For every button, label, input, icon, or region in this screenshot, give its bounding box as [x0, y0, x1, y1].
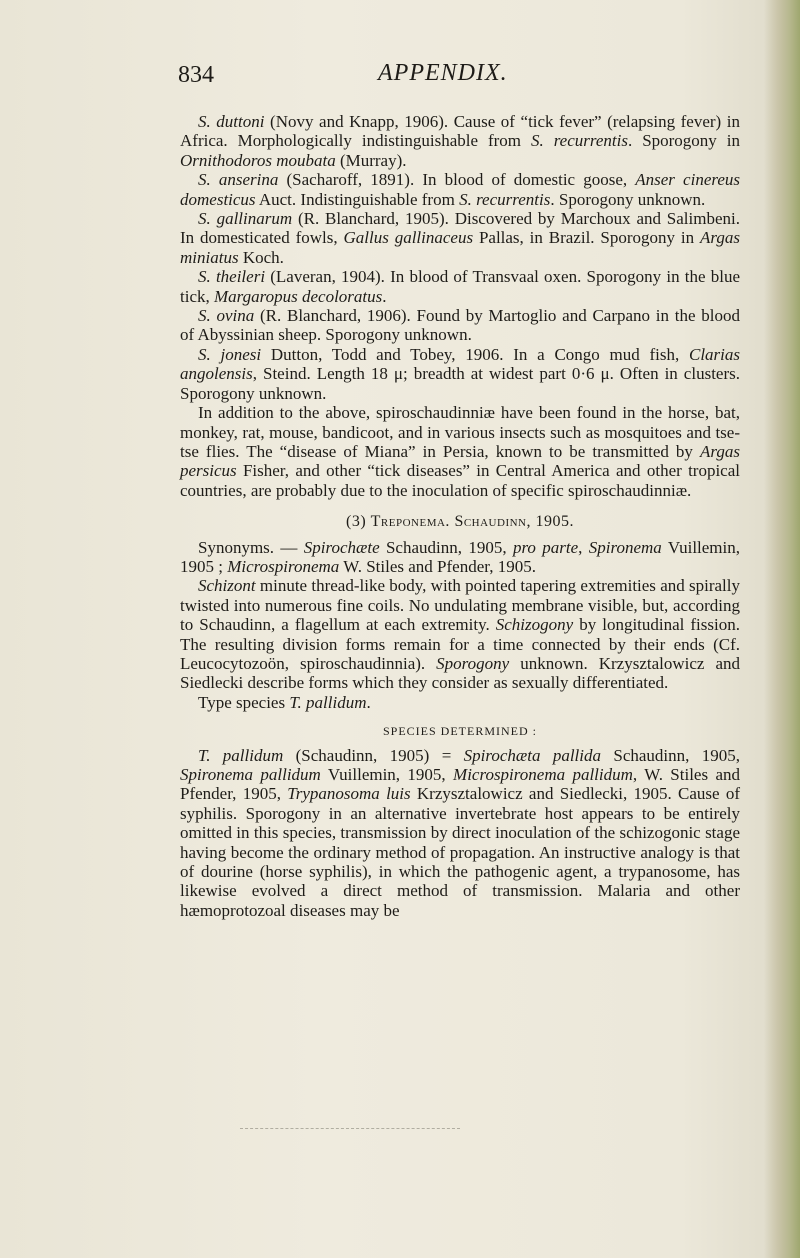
page-edge-shadow: [764, 0, 800, 1258]
species-name: S. ovina: [198, 306, 255, 326]
species-determined-heading: SPECIES DETERMINED :: [382, 724, 537, 739]
entry-anserina: S. anserina (Sacharoff, 1891). In blood of domestic goose, Anser cinereus domesticus Auct. Indistinguishable from S. recurrentis. Sporogony unknown.: [180, 170, 741, 209]
paragraph-type-species: Type species T. pallidum.: [198, 692, 371, 712]
entry-ovina: S. ovina (R. Blanchard, 1906). Found by Martoglio and Carpano in the blood of Abyssinian sheep. Sporogony unknown.: [180, 306, 740, 345]
entry-gallinarum: S. gallinarum (R. Blanchard, 1905). Discovered by Marchoux and Salimbeni. In domesticated fowls, Gallus gallinaceus Pallas, in Brazil. Sporogony in Argas miniatus Koch.: [180, 209, 740, 267]
species-name: S. anserina: [198, 170, 279, 190]
entry-theileri: S. theileri (Laveran, 1904). In blood of Transvaal oxen. Sporogony in the blue tick, Margaropus decoloratus.: [180, 267, 740, 306]
species-name: S. jonesi: [198, 344, 262, 364]
running-title: APPENDIX.: [378, 60, 508, 86]
paragraph-schizont: Schizont minute thread-like body, with pointed tapering extremities and spirally twisted into numerous fine coils. No undulating membrane visible, but, according to Schaudinn, a flagellum at each extremity. Schizogony by longitudinal fission. The resulting division forms remain for a time connected by their ends (Cf. Leucocytozoön, spiroschaudinnia). Sporogony unknown. Krzysztalowicz and Siedlecki describe forms which they consider as sexually differentiated.: [180, 576, 740, 693]
species-name: S. theileri: [198, 267, 266, 287]
genus-name: Treponema.: [370, 513, 450, 531]
entry-jonesi: S. jonesi Dutton, Todd and Tobey, 1906. In a Congo mud fish, Clarias angolensis, Steind. Length 18 μ; breadth at widest part 0·6 μ. Often in clusters. Sporogony unknown.: [180, 344, 741, 403]
species-name: T. pallidum: [198, 745, 284, 765]
bottom-rule: [240, 1128, 460, 1129]
section-heading: (3) Treponema. Schaudinn, 1905.: [346, 513, 574, 531]
species-name: S. gallinarum: [198, 209, 293, 229]
paragraph-synonyms: Synonyms. — Spirochæte Schaudinn, 1905, pro parte, Spironema Vuillemin, 1905 ; Microspironema W. Stiles and Pfender, 1905.: [180, 537, 741, 576]
entry-duttoni: S. duttoni (Novy and Knapp, 1906). Cause of “tick fever” (relapsing fever) in Africa. Morphologically indistinguishable from S. recurrentis. Sporogony in Ornithodoros moubata (Murray).: [180, 112, 740, 170]
entry-pallidum: T. pallidum (Schaudinn, 1905) = Spirochæta pallida Schaudinn, 1905, Spironema pallidum Vuillemin, 1905, Microspironema pallidum, W. Stiles and Pfender, 1905, Trypanosoma luis Krzysztalowicz and Siedlecki, 1905. Cause of syphilis. Sporogony in an alternative invertebrate host appears to be entirely omitted in this species, transmission by direct inoculation of the schizogonic stage having become the ordinary method of propagation. An instructive analogy is that of dourine (horse syphilis), in which the pathogenic agent, a trypanosome, has likewise evolved a direct method of transmission. Malaria and other hæmoprotozoal diseases may be: [180, 745, 740, 920]
page-number: 834: [178, 62, 214, 88]
paragraph-addition: In addition to the above, spiroschaudinniæ have been found in the horse, bat, monkey, rat, mouse, bandicoot, and in various insects such as mosquitoes and tse-tse flies. The “disease of Miana” in Persia, known to be transmitted by Argas persicus Fisher, and other “tick diseases” in Central America and other tropical countries, are probably due to the inoculation of specific spiroschaudinniæ.: [180, 403, 740, 500]
species-name: S. duttoni: [198, 112, 265, 131]
page-body: [180, 112, 740, 920]
page-header: [178, 46, 738, 86]
